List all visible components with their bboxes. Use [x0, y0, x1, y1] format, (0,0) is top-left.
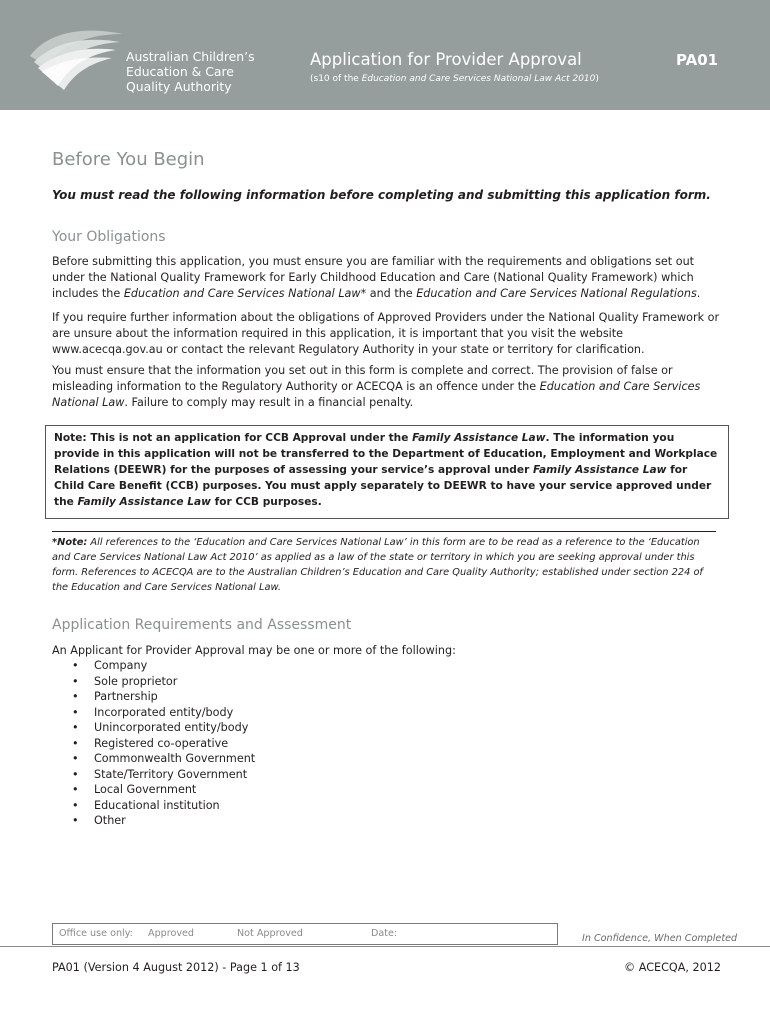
- office-date-label: Date:: [371, 928, 398, 939]
- list-item: • Commonwealth Government: [52, 751, 255, 767]
- form-code: PA01: [676, 51, 719, 69]
- header-band: [0, 0, 770, 110]
- obligations-paragraph-1: Before submitting this application, you must ensure you are familiar with the requirements and obligations set out under the National Quality Framework for Early Childhood Education and Care (National Quality Framework) which includes the Education and Care Services National Law* and the Education and Care Services National Regulations.: [52, 255, 701, 300]
- list-item: • Other: [52, 813, 255, 829]
- ccb-note-box: Note: This is not an application for CCB Approval under the Family Assistance Law. The information you provide in this application will not be transferred to the Department of Education, Employment and Workplace Relations (DEEWR) for the purposes of assessing your service’s approval under Family Assistance Law for Child Care Benefit (CCB) purposes. You must apply separately to DEEWR to have your service approved under the Family Assistance Law for CCB purposes.: [45, 425, 729, 519]
- page-footer-right: © ACECQA, 2012: [624, 961, 721, 974]
- form-title: Application for Provider Approval: [310, 50, 582, 69]
- list-item: • Incorporated entity/body: [52, 705, 255, 721]
- obligations-heading: Your Obligations: [52, 229, 166, 245]
- before-you-begin-heading: Before You Begin: [52, 149, 205, 170]
- confidentiality-notice: In Confidence, When Completed: [582, 933, 738, 944]
- requirements-intro: An Applicant for Provider Approval may be one or more of the following:: [52, 644, 456, 657]
- obligations-paragraph-3: You must ensure that the information you set out in this form is complete and correct. The provision of false or misleading information to the Regulatory Authority or ACECQA is an offence under the Education and Care Services National Law. Failure to comply may result in a financial penalty.: [52, 364, 701, 409]
- office-not-approved-label: Not Approved: [237, 928, 303, 939]
- list-item: • Unincorporated entity/body: [52, 720, 255, 736]
- requirements-heading: Application Requirements and Assessment: [52, 617, 352, 633]
- footer-divider: [0, 946, 770, 947]
- organisation-name: Australian Children’s Education & Care Quality Authority: [126, 49, 255, 94]
- list-item: • Partnership: [52, 689, 255, 705]
- list-item: • Sole proprietor: [52, 674, 255, 690]
- footnote-divider: [52, 531, 716, 532]
- lead-instruction: You must read the following information before completing and submitting this application form.: [52, 188, 711, 202]
- obligations-paragraph-2: If you require further information about the obligations of Approved Providers under the National Quality Framework or are unsure about the information required in this application, it is important that you visit the website www.acecqa.gov.au or contact the relevant Regulatory Authority in your state or territory for clarification.: [52, 311, 720, 356]
- list-item: • Educational institution: [52, 798, 255, 814]
- list-item: • Local Government: [52, 782, 255, 798]
- acecqa-logo-icon: [28, 22, 128, 92]
- page-footer-left: PA01 (Version 4 August 2012) - Page 1 of 13: [52, 961, 300, 974]
- form-subtitle: (s10 of the Education and Care Services National Law Act 2010): [310, 74, 599, 84]
- office-approved-label: Approved: [148, 928, 195, 939]
- list-item: • Company: [52, 658, 255, 674]
- office-use-label: Office use only:: [59, 928, 133, 939]
- list-item: • State/Territory Government: [52, 767, 255, 783]
- footnote: *Note: All references to the ‘Education and Care Services National Law’ in this form are to be read as a reference to the ‘Education and Care Services National Law Act 2010’ as applied as a law of the state or territory in which you are seeking approval under this form. References to ACECQA are to the Australian Children’s Education and Care Quality Authority; established under section 224 of the Education and Care Services National Law.: [52, 537, 703, 593]
- applicant-type-list: [52, 658, 255, 829]
- office-use-box: [52, 923, 558, 945]
- list-item: • Registered co-operative: [52, 736, 255, 752]
